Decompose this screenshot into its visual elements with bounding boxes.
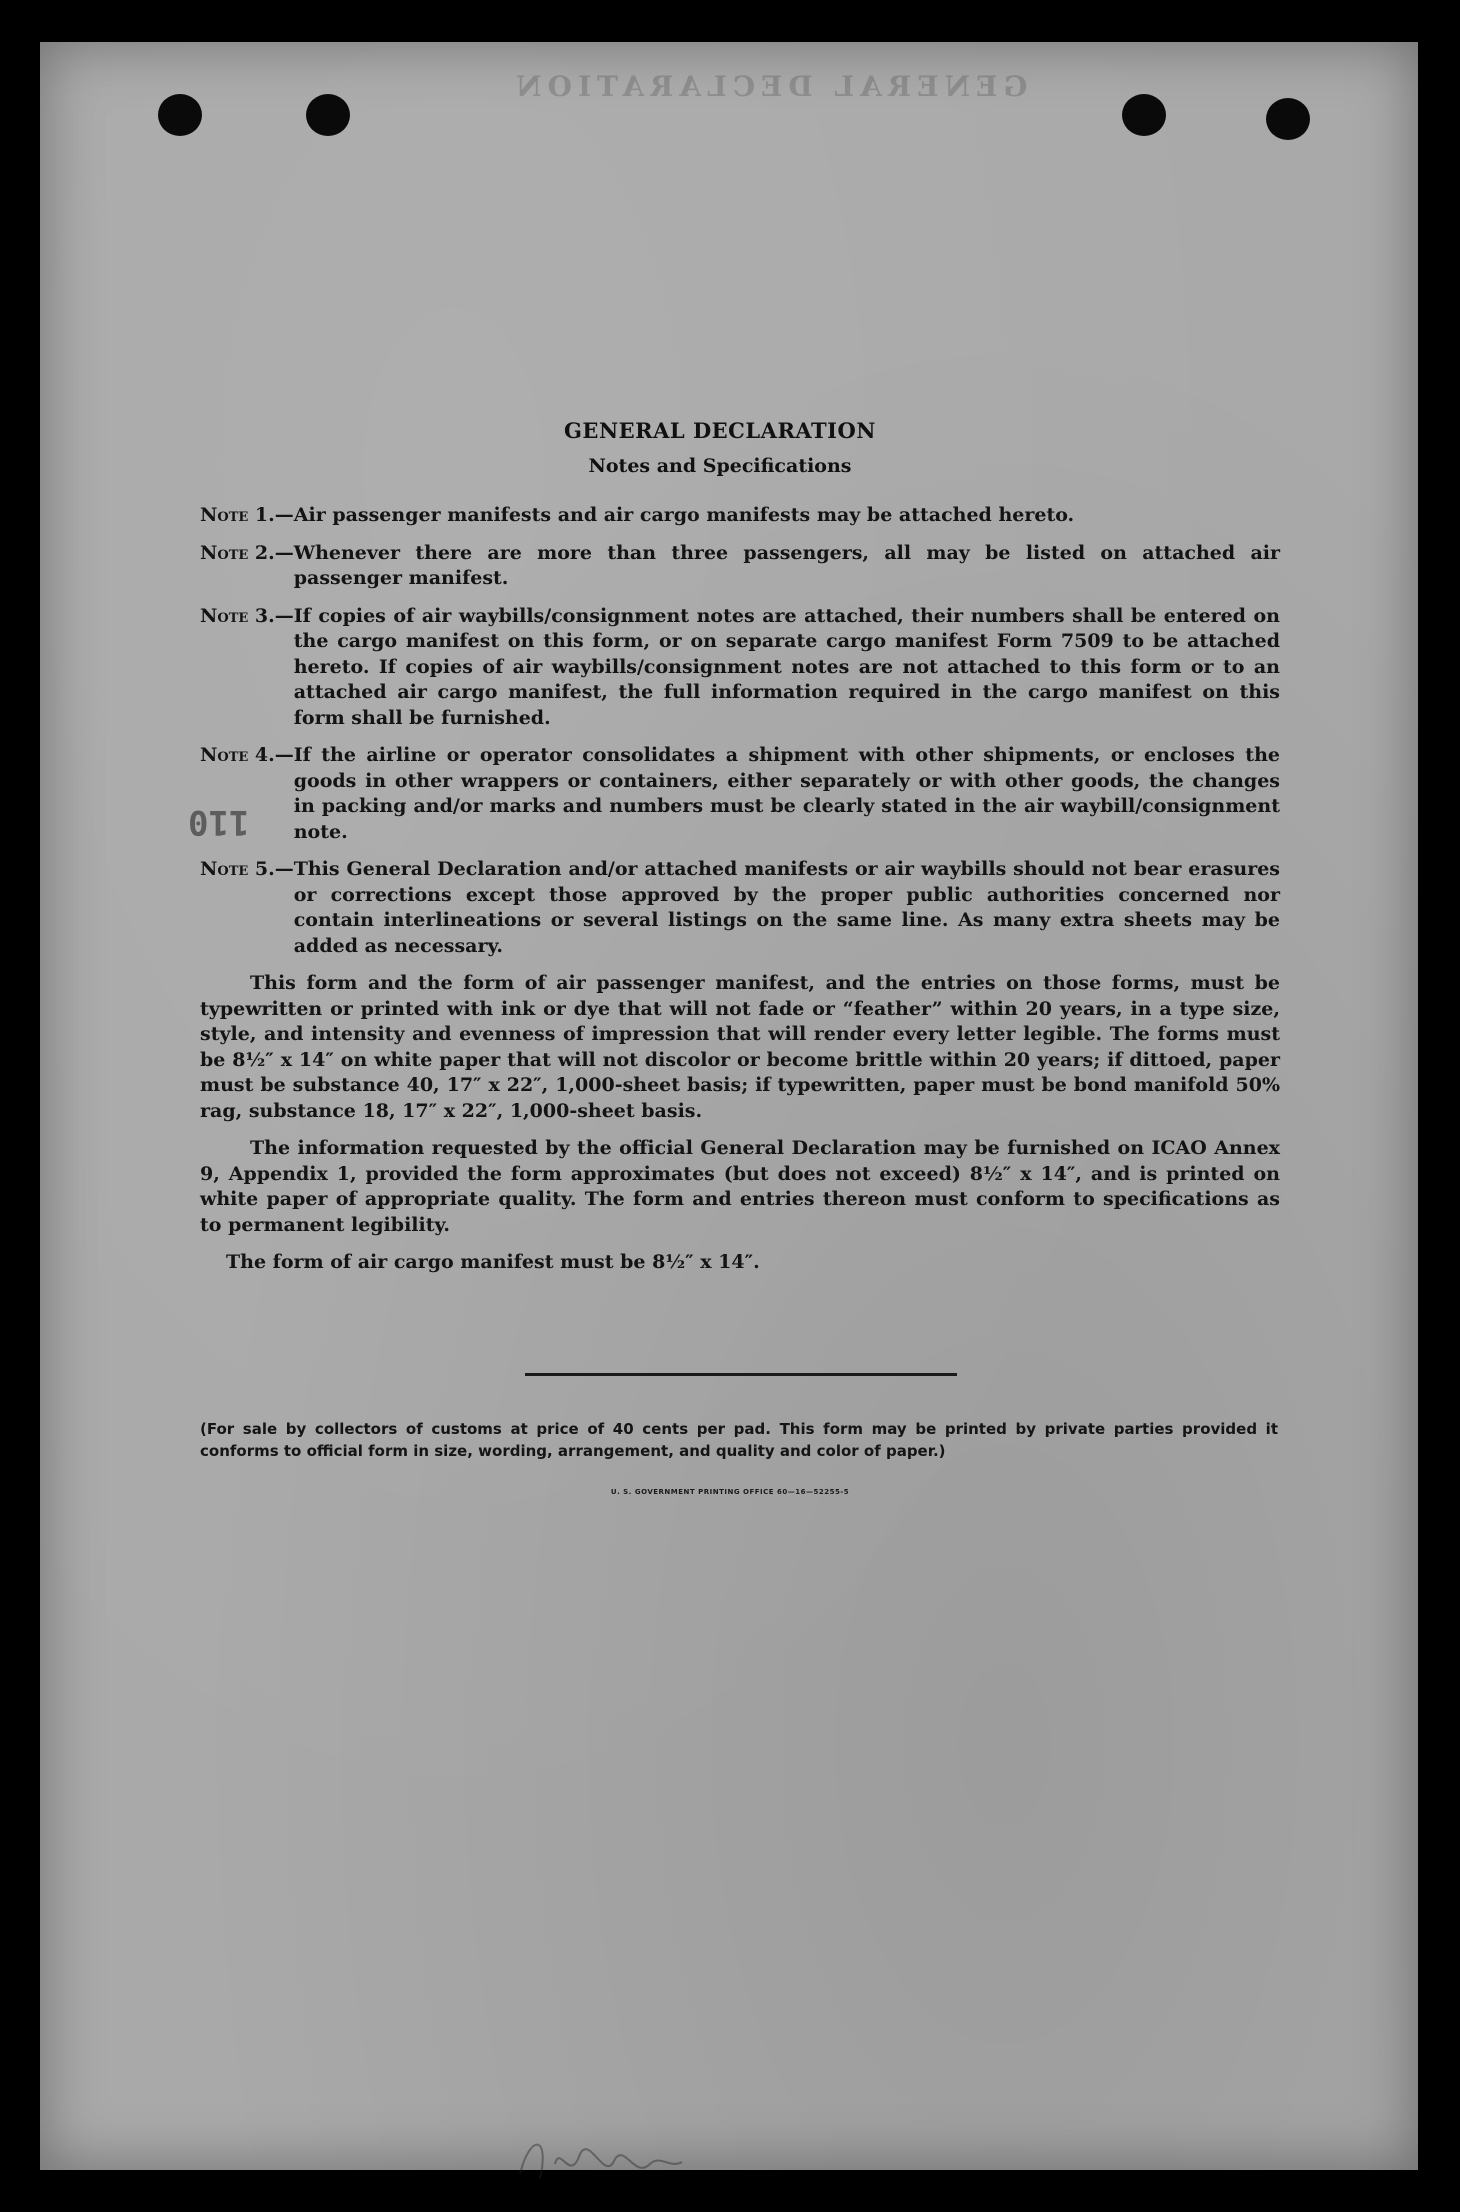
document-subtitle: Notes and Specifications [588,455,852,477]
note-text: Whenever there are more than three passengers, all may be listed on attached air passenger manifest. [293,541,1280,589]
note-4 [160,743,1280,845]
note-label: Note 4.— [200,744,294,766]
note-text: Air passenger manifests and air cargo manifests may be attached hereto. [293,504,1075,526]
bleed-through-header: GENERAL DECLARATION [510,70,1028,103]
note-label: Note 3.— [200,604,294,627]
note-3 [160,604,1280,732]
sale-notice: (For sale by collectors of customs at price of 40 cents per pad. This form may be printed by private parties provided it conforms to official form in size, wording, arrangement, and quality and color of paper.) [200,1420,1278,1460]
note-text: This General Declaration and/or attached manifests or air waybills should not bear erasures or corrections except those approved by the proper public authorities concerned nor contain interlineations or several listings on the same line. As many extra sheets may be added as necessary. [293,858,1280,957]
divider-rule [525,1373,957,1376]
document-title: GENERAL DECLARATION [564,418,876,443]
note-1 [160,503,1280,529]
note-label: Note 1.— [200,504,294,526]
icao-paragraph: The information requested by the official General Declaration may be furnished on ICAO Annex 9, Appendix 1, provided the form approximates (but does not exceed) 8½″ x 14″, and is printed on white paper of appropriate quality. The form and entries thereon must conform to specifications as to permanent legibility. [200,1137,1280,1236]
note-text: If copies of air waybills/consignment notes are attached, their numbers shall be entered on the cargo manifest on this form, or on separate cargo manifest Form 7509 to be attached hereto. If copies of air waybills/consignment notes are not attached to this form or to an attached air cargo manifest, the full information required in the cargo manifest on this form shall be furnished. [293,604,1280,729]
declaration-content [160,418,1280,1288]
note-2 [160,541,1280,592]
note-text: If the airline or operator consolidates a shipment with other shipments, or encloses the goods in other wrappers or containers, either separately or with other goods, the changes in packing and/or marks and numbers must be clearly stated in the air waybill/consignment note. [293,744,1280,843]
punch-hole [1266,98,1310,140]
cargo-manifest-note: The form of air cargo manifest must be 8½″ x 14″. [226,1251,760,1273]
legibility-paragraph: This form and the form of air passenger manifest, and the entries on those forms, must be typewritten or printed with ink or dye that will not fade or “feather” within 20 years, in a type size, style, and intensity and evenness of impression that will render every letter legible. The forms must be 8½″ x 14″ on white paper that will not discolor or become brittle within 20 years; if dittoed, paper must be substance 40, 17″ x 22″, 1,000-sheet basis; if typewritten, paper must be bond manifold 50% rag, substance 18, 17″ x 22″, 1,000-sheet basis. [200,972,1280,1122]
punch-hole [306,94,350,136]
punch-hole [158,94,202,136]
signature-mark [510,2124,690,2194]
note-5 [160,857,1280,959]
printer-line: U. S. GOVERNMENT PRINTING OFFICE 60—16—52255-5 [610,1488,850,1496]
note-label: Note 5.— [200,858,294,880]
note-label: Note 2.— [200,541,294,564]
punch-hole [1122,94,1166,136]
stamp-number: 110 [188,802,250,842]
